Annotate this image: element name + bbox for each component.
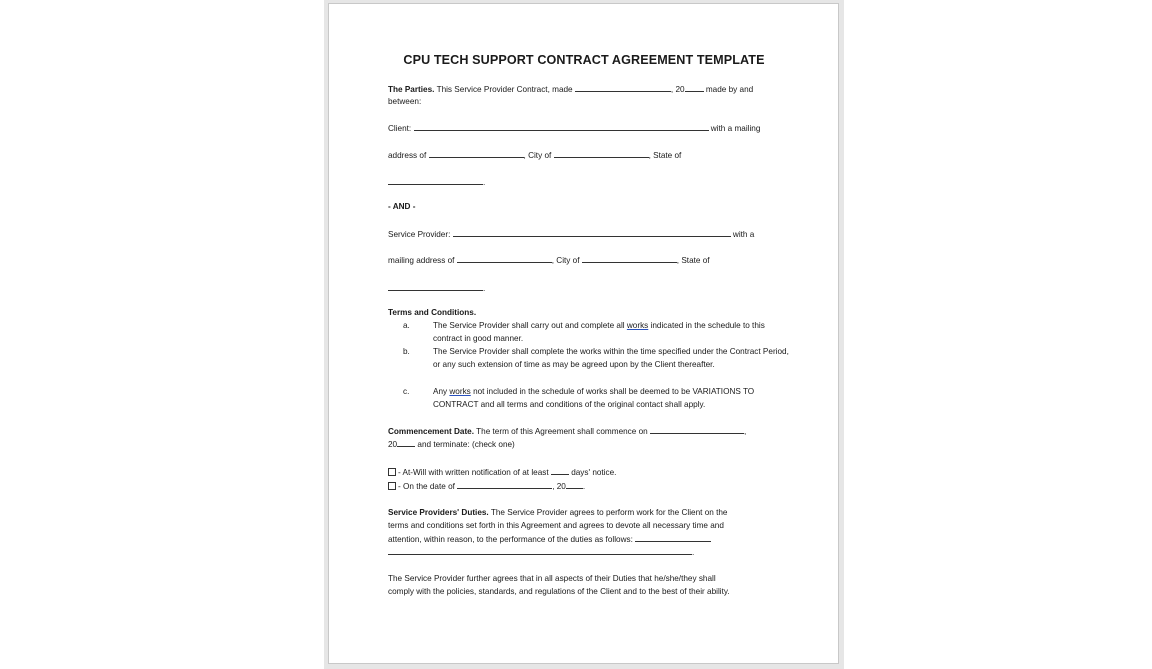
option-at-will-text: - At-Will with written notification of at least [398, 468, 549, 477]
client-address-blank[interactable] [429, 148, 524, 158]
provider-name-blank[interactable] [453, 227, 731, 237]
works-link[interactable]: works [626, 321, 649, 330]
provider-state-line [388, 281, 485, 295]
and-separator [388, 200, 415, 213]
commencement-end: , [743, 427, 747, 436]
provider-state-blank[interactable] [388, 281, 486, 293]
document-title: CPU TECH SUPPORT CONTRACT AGREEMENT TEMPLATE [403, 53, 765, 67]
client-name-blank[interactable] [414, 121, 709, 131]
client-city-label: , City of [523, 151, 552, 160]
provider-label: Service Provider: [388, 230, 451, 239]
terms-item-text [433, 319, 793, 345]
duties-text-3: attention, within reason, to the performance of the duties as follows: [388, 535, 633, 544]
client-state-label: , State of [648, 151, 682, 160]
option-end: . [582, 482, 586, 491]
days-blank[interactable] [551, 465, 569, 475]
duties-heading: Service Providers' Duties. [388, 508, 489, 517]
works-link[interactable]: works [449, 387, 471, 396]
parties-between: between: [388, 97, 422, 106]
terms-item-text [433, 385, 793, 411]
terms-heading [388, 306, 476, 319]
provider-city-blank[interactable] [582, 253, 677, 263]
client-state-blank[interactable] [388, 175, 486, 187]
terminate-text: and terminate: (check one) [417, 440, 515, 449]
duties-blank-2[interactable] [388, 545, 695, 557]
terms-item-text: The Service Provider shall complete the works within the time specified under the Contract Period, or any such extension of time as may be agreed upon by the Client thereafter. [433, 347, 789, 370]
provider-line [388, 227, 754, 241]
duties-line-4 [388, 545, 694, 559]
duties-blank-1[interactable] [635, 532, 711, 542]
client-end: . [483, 178, 486, 187]
year-blank[interactable] [397, 437, 415, 447]
list-marker: c. [403, 387, 410, 396]
commencement-line-2 [388, 437, 515, 451]
text-after: indicated in the schedule to this contract in good manner. [433, 321, 765, 344]
parties-line-1 [388, 82, 753, 96]
year-prefix: 20 [388, 440, 398, 449]
client-address-label: address of [388, 151, 427, 160]
client-city-blank[interactable] [554, 148, 649, 158]
commencement-date-blank[interactable] [650, 424, 747, 436]
end-date-blank[interactable] [457, 479, 552, 489]
text-before: Any [433, 387, 448, 396]
checkbox-on-date[interactable] [388, 482, 396, 490]
parties-heading: The Parties. [388, 85, 435, 94]
document-page [328, 3, 839, 664]
checkbox-at-will[interactable] [388, 468, 396, 476]
provider-address-blank[interactable] [457, 253, 552, 263]
client-state-line [388, 175, 485, 189]
duties-end: . [692, 548, 695, 557]
option-on-date-text: - On the date of [398, 482, 455, 491]
client-label: Client: [388, 124, 412, 133]
option-at-will [388, 465, 616, 479]
provider-state-label: , State of [676, 256, 710, 265]
provider-city-label: , City of [551, 256, 580, 265]
year-prefix: , 20 [670, 85, 685, 94]
option-on-date [388, 479, 585, 493]
option-at-will-suffix: days' notice. [571, 468, 617, 477]
year-prefix: , 20 [552, 482, 566, 491]
terms-item-c [403, 385, 780, 411]
list-marker: b. [403, 347, 410, 356]
text-after: not included in the schedule of works shall be deemed to be VARIATIONS TO CONTRACT and all terms and conditions of the original contact shall apply. [433, 387, 755, 410]
text-before: The Service Provider shall carry out and complete all [433, 321, 625, 330]
provider-end: . [483, 284, 486, 293]
further-line-2: comply with the policies, standards, and regulations of the Client and to the best of their ability. [388, 587, 730, 596]
client-suffix: with a mailing [710, 124, 761, 133]
year-blank[interactable] [685, 82, 704, 92]
terms-item-b [403, 345, 789, 384]
provider-address-label: mailing address of [388, 256, 455, 265]
list-marker: a. [403, 321, 410, 330]
duties-line-1 [388, 506, 727, 519]
commencement-heading: Commencement Date. [388, 427, 474, 436]
end-year-blank[interactable] [566, 479, 586, 491]
duties-line-2: terms and conditions set forth in this Agreement and agrees to devote all necessary time and [388, 521, 724, 530]
date-blank[interactable] [575, 82, 671, 92]
provider-suffix: with a [732, 230, 755, 239]
client-address-line [388, 148, 681, 162]
duties-text: The Service Provider agrees to perform work for the Client on the [490, 508, 728, 517]
commencement-text: The term of this Agreement shall commence on [476, 427, 648, 436]
terms-item-a [403, 319, 780, 345]
further-line-1: The Service Provider further agrees that in all aspects of their Duties that he/she/they shall [388, 574, 716, 583]
provider-address-line [388, 253, 710, 267]
and-separator-text: - AND - [388, 202, 416, 211]
parties-text: This Service Provider Contract, made [436, 85, 573, 94]
terms-heading-text: Terms and Conditions. [388, 308, 477, 317]
client-line [388, 121, 760, 135]
parties-made-by: made by and [705, 85, 754, 94]
